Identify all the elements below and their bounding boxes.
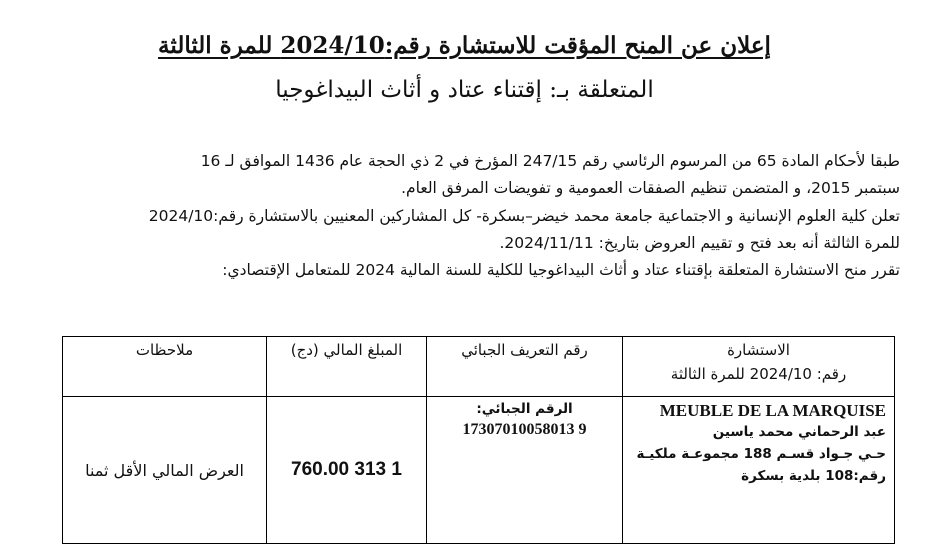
title-line-1: إعلان عن المنح المؤقت للاستشارة رقم:2024/10 للمرة الثالثة bbox=[158, 32, 771, 59]
header-amount: المبلغ المالي (دج) bbox=[267, 337, 427, 397]
paragraph-decision bbox=[40, 257, 900, 284]
paragraph-2-line-1: تعلن كلية العلوم الإنسانية و الاجتماعية جامعة محمد خيضر–بسكرة- كل المشاركين المعنيين بالاستشارة رقم:2024/10 bbox=[148, 207, 900, 225]
cell-tax-id bbox=[427, 397, 623, 544]
table-header-row bbox=[63, 337, 895, 397]
paragraph-1-line-1: طبقا لأحكام المادة 65 من المرسوم الرئاسي رقم 247/15 المؤرخ في 2 ذي الحجة عام 1436 الموافق لـ 16 bbox=[200, 152, 900, 170]
cell-amount bbox=[267, 397, 427, 544]
paragraph-2-line-2: للمرة الثالثة أنه بعد فتح و تقييم العروض بتاريخ: 2024/11/11. bbox=[499, 234, 900, 252]
paragraph-1-line-2: سبتمبر 2015، و المتضمن تنظيم الصفقات العمومية و تفويضات المرفق العام. bbox=[401, 179, 900, 197]
supplier-address-line-1: حـي جـواد قسـم 188 مجموعـة ملكيـة bbox=[636, 446, 886, 462]
award-table bbox=[62, 336, 895, 544]
paragraph-legal-basis bbox=[40, 148, 900, 202]
header-consultation-number: رقم: 2024/10 للمرة الثالثة bbox=[670, 365, 847, 383]
note-text: العرض المالي الأقل ثمنا bbox=[85, 460, 244, 480]
header-consultation bbox=[623, 337, 895, 397]
tax-id-number: 17307010058013 9 bbox=[462, 421, 587, 438]
supplier-name: MEUBLE DE LA MARQUISE bbox=[659, 401, 886, 420]
amount-value: 1 313 760.00 bbox=[291, 459, 402, 480]
announcement-subtitle: المتعلقة بـ: إقتناء عتاد و أثاث البيداغوجيا bbox=[275, 77, 654, 103]
cell-supplier bbox=[623, 397, 895, 544]
header-consultation-label: الاستشارة bbox=[727, 341, 790, 359]
paragraph-3-line-1: تقرر منح الاستشارة المتعلقة بإقتناء عتاد و أثاث البيداغوجيا للكلية للسنة المالية 2024 للمتعامل الإقتصادي: bbox=[222, 261, 900, 279]
paragraph-announcement bbox=[40, 203, 900, 257]
supplier-address-line-2: رقم:108 بلدية بسكرة bbox=[741, 468, 886, 484]
cell-note bbox=[63, 397, 267, 544]
announcement-title bbox=[0, 30, 929, 62]
header-notes: ملاحظات bbox=[63, 337, 267, 397]
header-tax-id: رقم التعريف الجبائي bbox=[427, 337, 623, 397]
table-row bbox=[63, 397, 895, 544]
tax-id-label: الرقم الجبائي: bbox=[476, 401, 573, 417]
supplier-owner: عبد الرحماني محمد ياسين bbox=[712, 424, 886, 440]
